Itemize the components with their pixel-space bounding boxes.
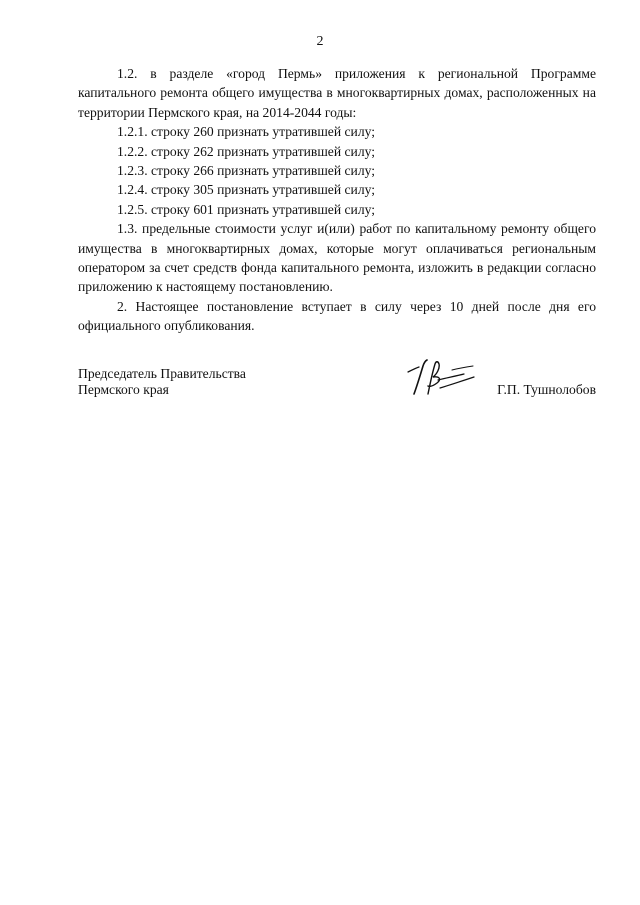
paragraph-1-2-1: 1.2.1. строку 260 признать утратившей силу; bbox=[117, 124, 376, 140]
paragraph-1-2: 1.2. в разделе «город Пермь» приложения к региональной Программе капитального ремонта общего имущества в многоквартирных домах, расположенных на территории Пермского края, на 2014-2044 годы: bbox=[78, 66, 596, 120]
signer-title-line-2: Пермского края bbox=[78, 382, 169, 397]
signature-block bbox=[78, 366, 596, 416]
signer-title-line-1: Председатель Правительства bbox=[78, 366, 246, 381]
paragraph-1-3: 1.3. предельные стоимости услуг и(или) работ по капитальному ремонту общего имущества в многоквартирных домах, которые могут оплачиваться региональным оператором за счет средств фонда капитального ремонта, изложить в редакции согласно приложению к настоящему постановлению. bbox=[78, 221, 596, 295]
page-number: 2 bbox=[316, 34, 324, 49]
paragraph-1-2-2: 1.2.2. строку 262 признать утратившей силу; bbox=[117, 143, 376, 159]
paragraph-2: 2. Настоящее постановление вступает в силу через 10 дней после дня его официального опубликования. bbox=[78, 298, 596, 334]
signer-title bbox=[78, 366, 246, 398]
document-body bbox=[78, 64, 596, 336]
paragraph-1-2-4: 1.2.4. строку 305 признать утратившей силу; bbox=[117, 182, 376, 198]
signer-name: Г.П. Тушнолобов bbox=[497, 382, 596, 397]
paragraph-1-2-5: 1.2.5. строку 601 признать утратившей силу; bbox=[117, 201, 376, 217]
handwritten-signature bbox=[394, 352, 486, 402]
paragraph-1-2-3: 1.2.3. строку 266 признать утратившей силу; bbox=[117, 163, 376, 179]
